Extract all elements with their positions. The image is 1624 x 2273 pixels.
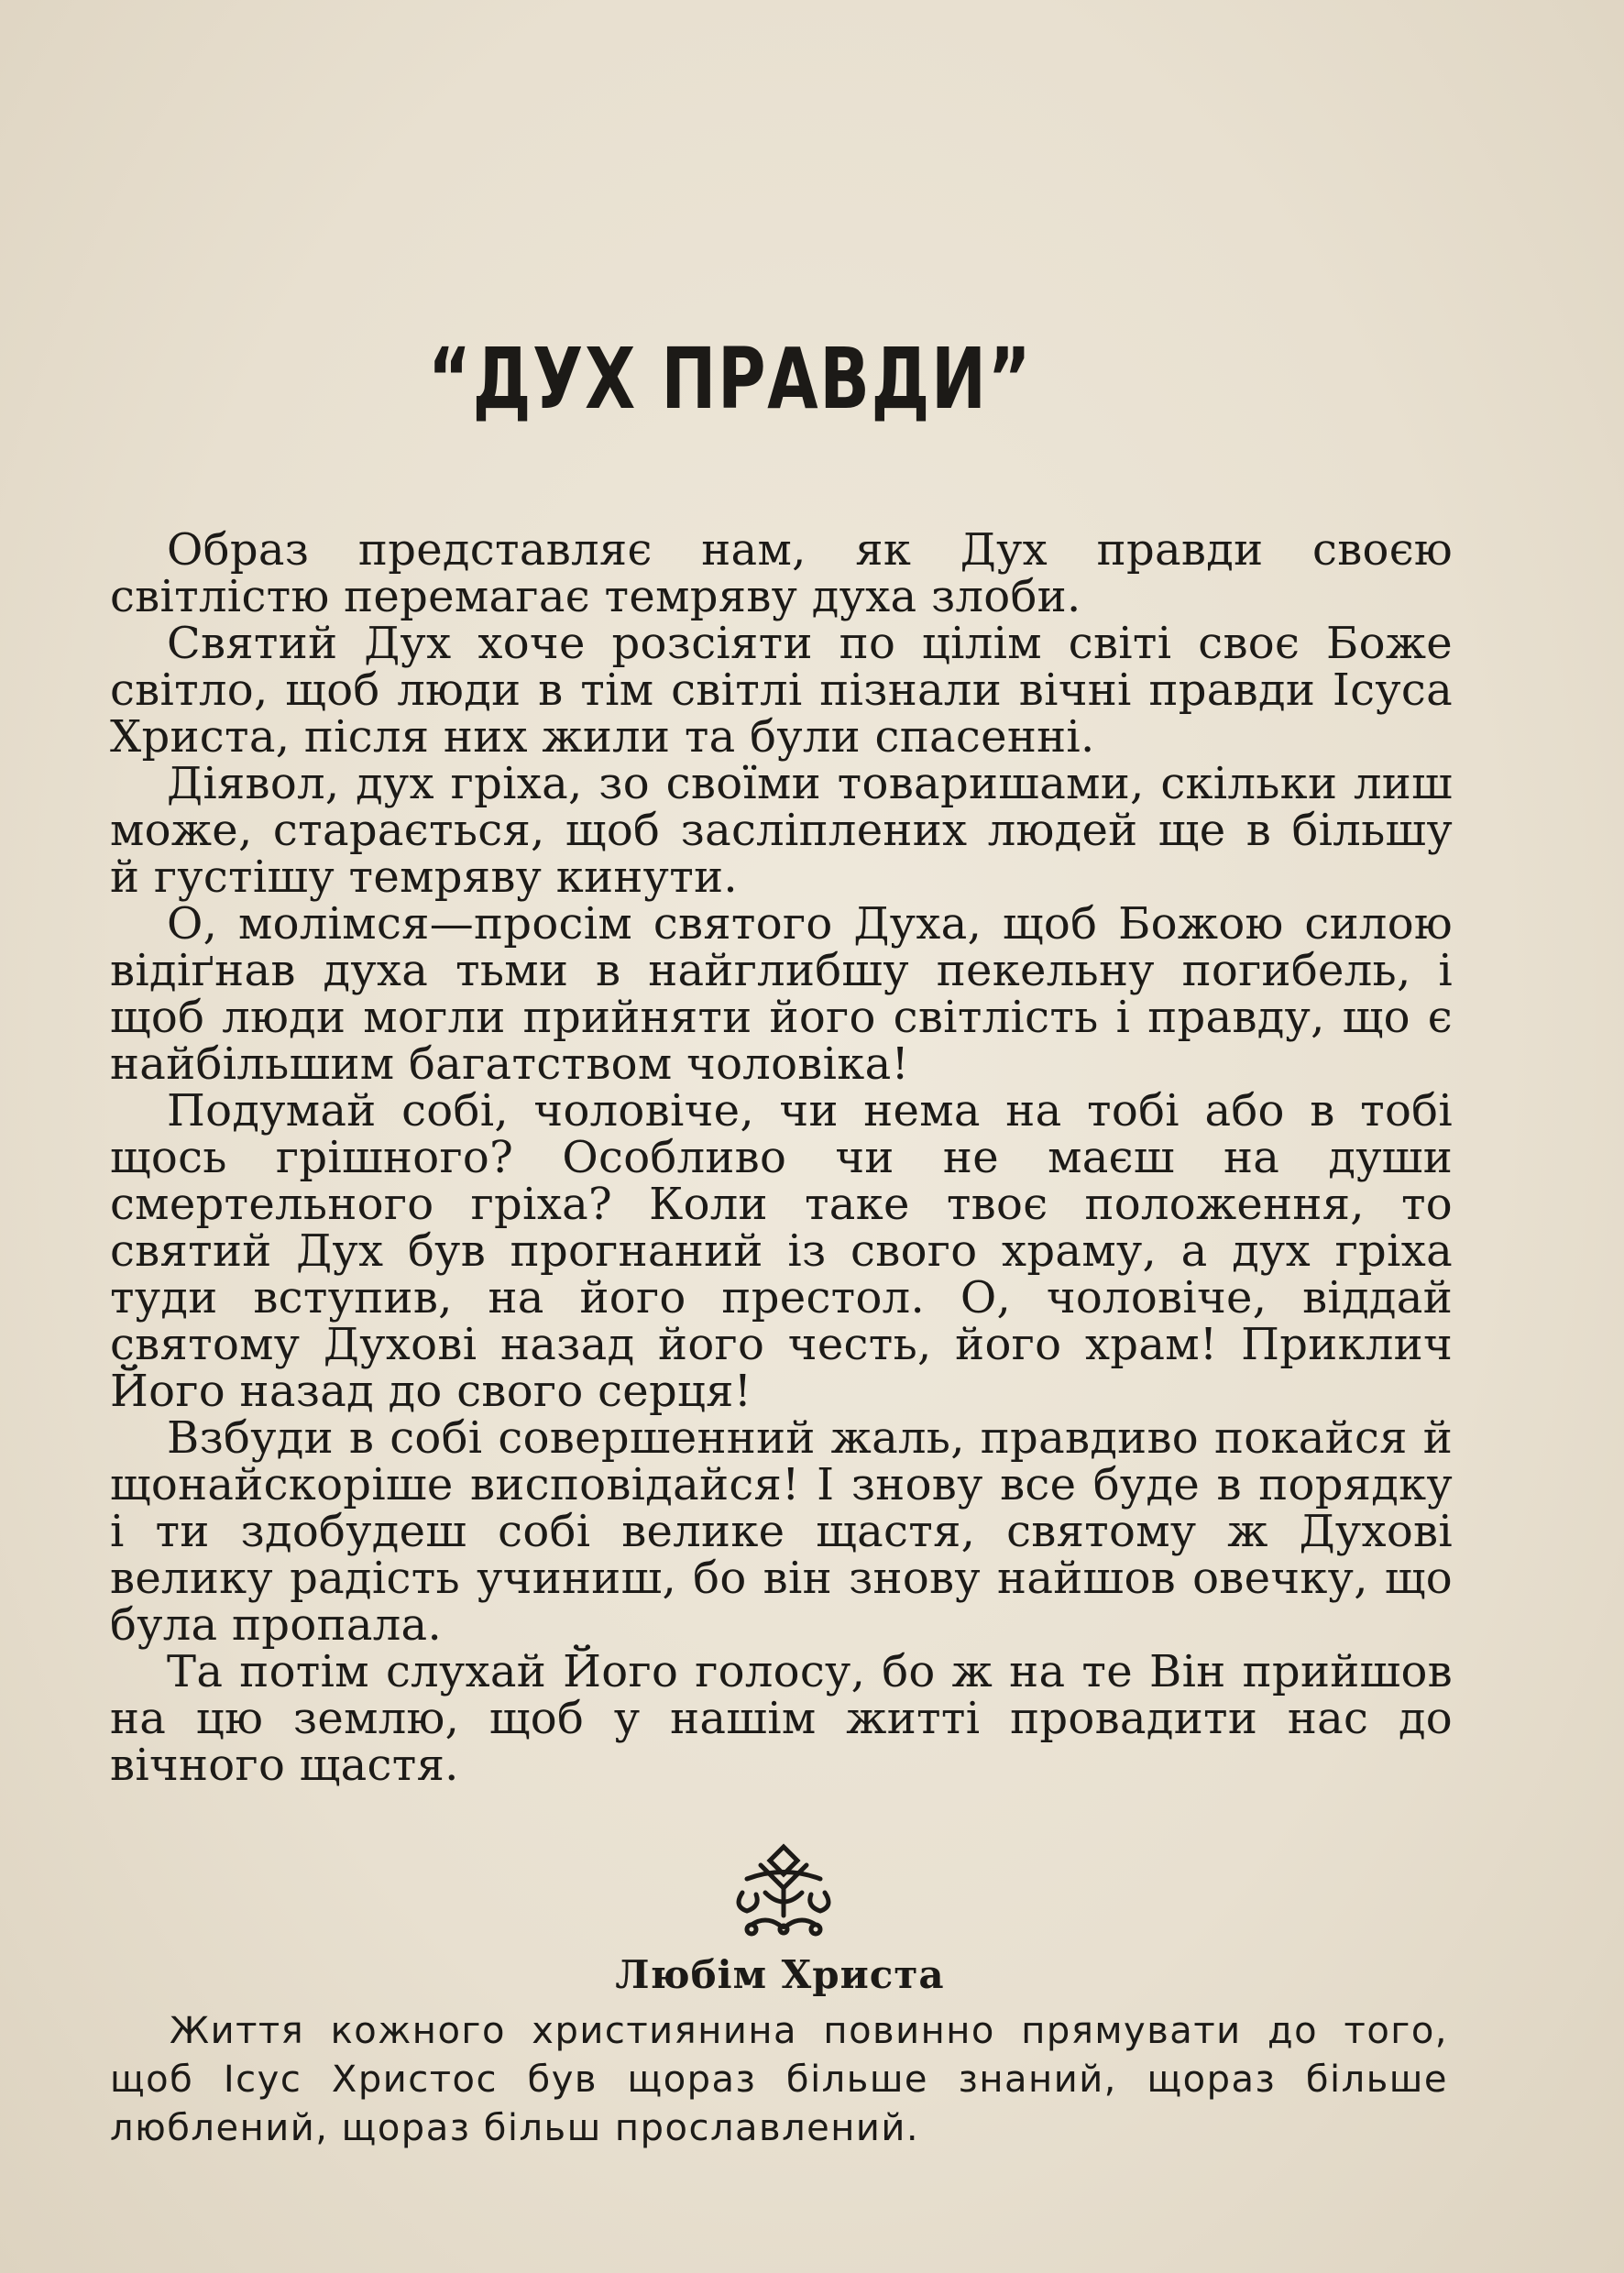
paragraph: Образ представляє нам, як Дух правди своєю світлістю перемагає темряву духа злоби.: [110, 524, 1453, 622]
paragraph: Взбуди в собі совершенний жаль, правдиво покайся й щонайскоріше висповідайся! І знову все буде в порядку і ти здобудеш собі велике щастя, святому ж Духові велику радість учиниш, бо він знову найшов овечку, що була пропала.: [110, 1412, 1453, 1651]
main-text: [110, 524, 1453, 1791]
floral-ornament-icon: [724, 1838, 843, 1948]
paragraph: Святий Дух хоче розсіяти по цілім світі своє Боже світло, щоб люди в тім світлі пізнали вічні правди Ісуса Христа, після них жили та були спасенні.: [110, 618, 1453, 763]
paragraph: Та потім слухай Його голосу, бо ж на те Він прийшов на цю землю, щоб у нашім житті провадити нас до вічного щастя.: [110, 1646, 1453, 1791]
footer-text: [110, 2007, 1448, 2153]
paragraph: О, молімся—просім святого Духа, щоб Божою силою відіґнав духа тьми в найглибшу пекельну погибель, і щоб люди могли прийняти його світлість і правду, що є найбільшим багатством чоловіка!: [110, 898, 1453, 1090]
footer-paragraph: Життя кожного християнина повинно прямувати до того, щоб Ісус Христос був щораз більше знаний, щораз більше люблений, щораз більш прославлений.: [110, 2010, 1448, 2149]
section-heading: Любім Христа: [615, 1952, 945, 1997]
page-title: “ДУХ ПРАВДИ”: [427, 330, 1033, 428]
paragraph: Подумай собі, чоловіче, чи нема на тобі або в тобі щось грішного? Особливо чи не маєш на души смертельного гріха? Коли таке твоє положення, то святий Дух був прогнаний із свого храму, а дух гріха туди вступив, на його престол. О, чоловіче, віддай святому Духові назад його честь, його храм! Приклич Його назад до свого серця!: [110, 1085, 1453, 1417]
paragraph: Діявол, дух гріха, зо своїми товаришами, скільки лиш може, старається, щоб засліплених людей ще в більшу й густішу темряву кинути.: [110, 758, 1453, 903]
